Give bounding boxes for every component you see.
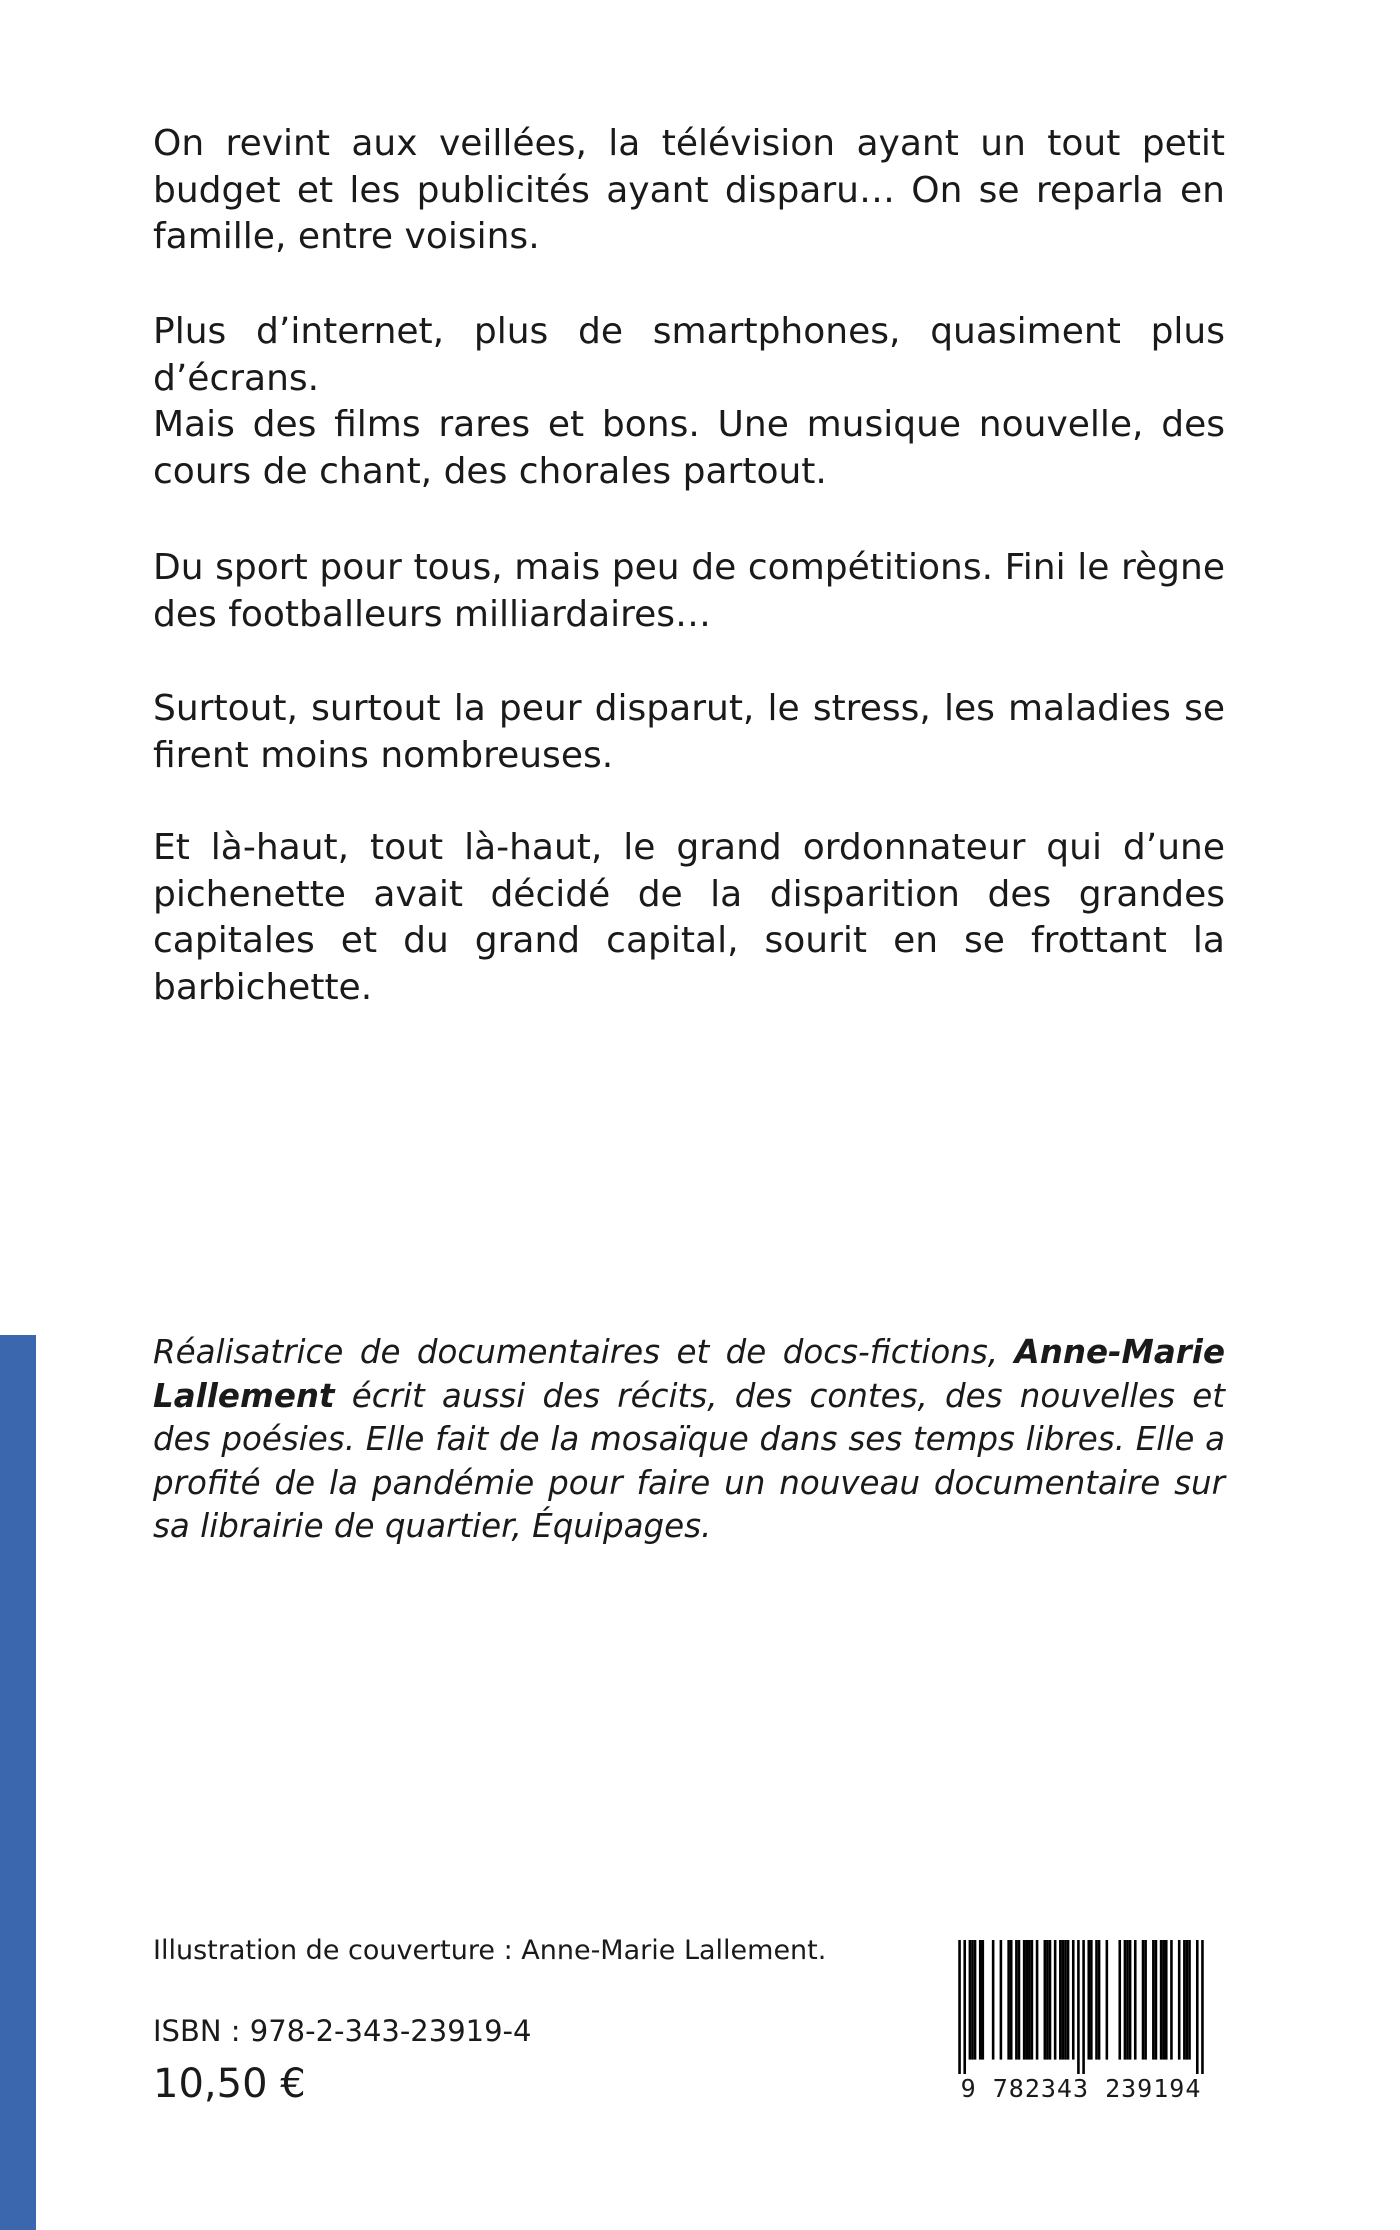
barcode-bar xyxy=(1160,1940,1163,2060)
barcode-bar xyxy=(1186,1940,1189,2060)
paragraph-ordonnateur: Et là-haut, tout là-haut, le grand ordonnateur qui d’une pichenette avait décidé de la disparition des grandes capitales et du grand capital, sourit en se frottant la barbichette. xyxy=(153,827,1225,1008)
barcode-bar xyxy=(1067,1940,1070,2060)
barcode-bar xyxy=(1144,1940,1147,2060)
barcode-bar xyxy=(1054,1940,1057,2060)
bio-intro: Réalisatrice de documentaires et de docs-fictions, xyxy=(153,1333,1015,1371)
paragraph-veillees: On revint aux veillées, la télévision ayant un tout petit budget et les publicités ayant disparu… On se reparla en famille, entre voisins. xyxy=(153,123,1225,257)
barcode-bar xyxy=(979,1940,982,2060)
barcode-bar xyxy=(1178,1940,1181,2060)
author-bio xyxy=(153,1331,1225,1549)
barcode-bar xyxy=(1201,1940,1204,2078)
barcode-bar xyxy=(1142,1940,1145,2060)
bio-rest: écrit aussi des récits, des contes, des nouvelles et des poésies. Elle fait de la mosaïque dans ses temps libres. Elle a profité de la pandémie pour faire un nouveau documentaire sur sa librairie de quartier, Équipages. xyxy=(153,1376,1225,1545)
barcode-bar xyxy=(1162,1940,1165,2060)
barcode-bar xyxy=(963,1940,966,2078)
barcode-bar xyxy=(982,1940,985,2060)
barcode-bars xyxy=(935,1940,1227,2078)
barcode-bar xyxy=(1118,1940,1121,2060)
author-name: Anne-Marie Lallement xyxy=(153,1333,1225,1415)
barcode-bar xyxy=(1025,1940,1028,2060)
barcode-bar xyxy=(1018,1940,1021,2060)
barcode-bar xyxy=(969,1940,972,2060)
paragraph-films: Mais des films rares et bons. Une musique nouvelle, des cours de chant, des chorales partout. xyxy=(153,404,1225,492)
barcode-bar xyxy=(971,1940,974,2060)
barcode-bar xyxy=(1049,1940,1052,2060)
barcode-bar xyxy=(1044,1940,1047,2060)
barcode-bar xyxy=(1000,1940,1003,2060)
price-label: 10,50 € xyxy=(153,2061,306,2107)
illustration-credit: Illustration de couverture : Anne-Marie Lallement. xyxy=(153,1935,827,1966)
barcode xyxy=(935,1940,1227,2104)
barcode-bar xyxy=(1124,1940,1127,2060)
barcode-bar xyxy=(1170,1940,1173,2060)
barcode-bar xyxy=(1090,1940,1093,2060)
barcode-bar xyxy=(1007,1940,1010,2060)
barcode-bar xyxy=(1095,1940,1098,2060)
paragraph-peur: Surtout, surtout la peur disparut, le stress, les maladies se firent moins nombreuses. xyxy=(153,688,1225,776)
barcode-bar xyxy=(1087,1940,1090,2060)
barcode-bar xyxy=(974,1940,977,2060)
barcode-bar xyxy=(1059,1940,1062,2060)
barcode-bar xyxy=(1188,1940,1191,2060)
paragraph-internet: Plus d’internet, plus de smartphones, quasiment plus d’écrans. xyxy=(153,311,1225,399)
barcode-bar xyxy=(1064,1940,1067,2060)
barcode-bar xyxy=(1023,1940,1026,2060)
barcode-bar xyxy=(1134,1940,1137,2060)
barcode-bar xyxy=(1072,1940,1075,2060)
barcode-bar xyxy=(1183,1940,1186,2060)
barcode-digits: 9 782343 239194 xyxy=(935,2074,1227,2104)
barcode-bar xyxy=(1010,1940,1013,2060)
barcode-bar xyxy=(1082,1940,1085,2078)
barcode-bar xyxy=(1155,1940,1158,2060)
barcode-bar xyxy=(958,1940,961,2078)
barcode-bar xyxy=(1028,1940,1031,2060)
barcode-bar xyxy=(1126,1940,1129,2060)
barcode-bar xyxy=(1098,1940,1101,2060)
barcode-bar xyxy=(1106,1940,1109,2060)
barcode-bar xyxy=(1077,1940,1080,2078)
barcode-bar xyxy=(1062,1940,1065,2060)
barcode-bar xyxy=(1129,1940,1132,2060)
barcode-bar xyxy=(1196,1940,1199,2078)
blue-accent-strip xyxy=(0,1335,36,2230)
barcode-bar xyxy=(1165,1940,1168,2060)
paragraph-sport: Du sport pour tous, mais peu de compétitions. Fini le règne des footballeurs milliardaires… xyxy=(153,547,1225,635)
barcode-bar xyxy=(1031,1940,1034,2060)
barcode-bar xyxy=(1036,1940,1039,2060)
barcode-bar xyxy=(1046,1940,1049,2060)
barcode-bar xyxy=(1152,1940,1155,2060)
barcode-bar xyxy=(1015,1940,1018,2060)
isbn-label: ISBN : 978-2-343-23919-4 xyxy=(153,2014,532,2048)
barcode-bar xyxy=(992,1940,995,2060)
